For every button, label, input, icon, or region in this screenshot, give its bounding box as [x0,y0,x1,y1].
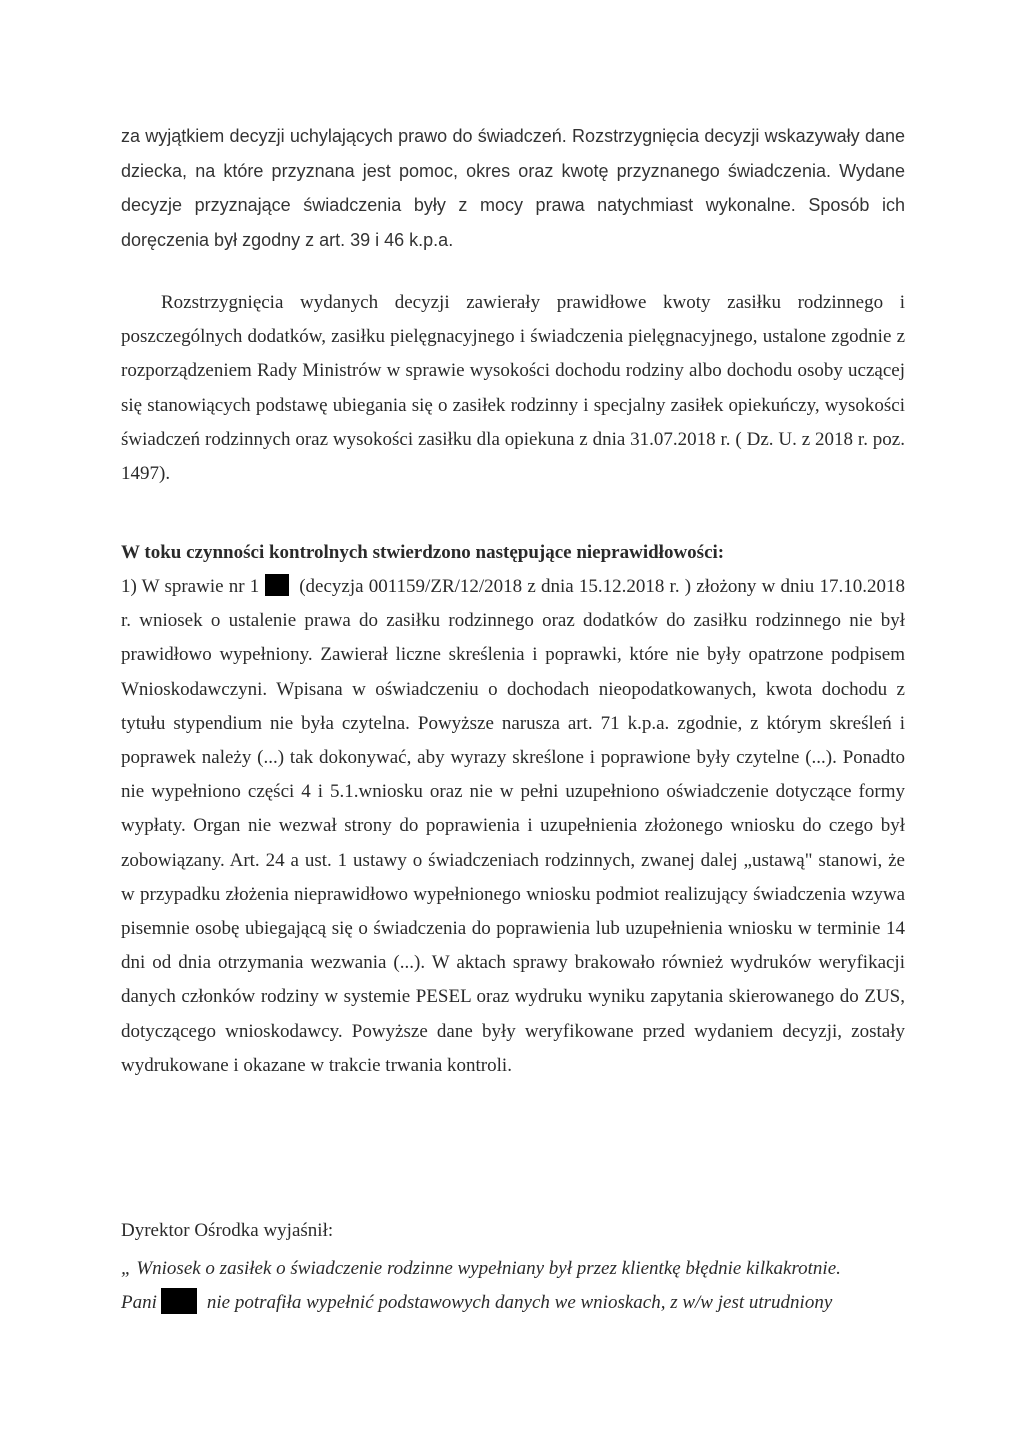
director-label: Dyrektor Ośrodka wyjaśnił: [121,1220,334,1241]
paragraph-amounts: Rozstrzygnięcia wydanych decyzji zawierały prawidłowe kwoty zasiłku rodzinnego i poszczególnych dodatków, zasiłku pielęgnacyjnego i świadczenia pielęgnacyjnego, ustalone zgodnie z rozporządzeniem Rady Ministrów w sprawie wysokości dochodu rodziny albo dochodu osoby uczącej się stanowiących podstawę ubiegania się o zasiłek rodzinny i specjalny zasiłek opiekuńczy, wysokości świadczeń rodzinnych oraz wysokości zasiłku dla opiekuna z dnia 31.07.2018 r. ( Dz. U. z 2018 r. poz. 1497). [121,292,905,485]
finding-item-1-prefix: 1) W sprawie nr 1 [121,576,260,597]
redaction-block-2 [161,1288,197,1314]
paragraph-decisions: za wyjątkiem decyzji uchylających prawo do świadczeń. Rozstrzygnięcia decyzji wskazywały dane dziecka, na które przyznana jest pomoc, okres oraz kwotę przyznanego świadczenia. Wydane decyzje przyznające świadczenia były z mocy prawa natychmiast wykonalne. Sposób ich doręczenia był zgodny z art. 39 i 46 k.p.a. [121,126,905,250]
quote-line-2-prefix: Pani [121,1292,157,1314]
finding-item-1 [121,570,905,1083]
redaction-block [265,574,289,596]
finding-item-1-body: (decyzja 001159/ZR/12/2018 z dnia 15.12.2018 r. ) złożony w dniu 17.10.2018 r. wniosek o ustalenie prawa do zasiłku rodzinnego oraz dodatków do zasiłku rodzinnego nie był prawidłowo wypełniony. Zawierał liczne skreślenia i poprawki, które nie były opatrzone podpisem Wnioskodawczyni. Wpisana w oświadczeniu o dochodach nieopodatkowanych, kwota dochodu z tytułu stypendium nie była czytelna. Powyższe narusza art. 71 k.p.a. zgodnie, z którym skreśleń i poprawek należy (...) tak dokonywać, aby wyrazy skreślone i poprawione były czytelne (...). Ponadto nie wypełniono części 4 i 5.1.wniosku oraz nie w pełni uzupełniono oświadczenie dotyczące formy wypłaty. Organ nie wezwał strony do poprawienia i uzupełnienia złożonego wniosku do czego był zobowiązany. Art. 24 a ust. 1 ustawy o świadczeniach rodzinnych, zwanej dalej „ustawą" stanowi, że w przypadku złożenia nieprawidłowo wypełnionego wniosku podmiot realizujący świadczenia wzywa pisemnie osobę ubiegającą się o świadczenia do poprawienia lub uzupełnienia wniosku w terminie 14 dni od dnia otrzymania wezwania (...). W aktach sprawy brakowało również wydruków weryfikacji danych członków rodziny w systemie PESEL oraz wydruku wyniku zapytania skierowanego do ZUS, dotyczącego wnioskodawcy. Powyższe dane były weryfikowane przed wydaniem decyzji, zostały wydrukowane i okazane w trakcie trwania kontroli. [121,576,905,1076]
director-quote [121,1252,905,1320]
findings-heading: W toku czynności kontrolnych stwierdzono następujące nieprawidłowości: [121,542,725,563]
quote-line-2-body: nie potrafiła wypełnić podstawowych danych we wnioskach, z w/w jest utrudniony [206,1292,833,1314]
quote-line-1: „ Wniosek o zasiłek o świadczenie rodzinne wypełniany był przez klientkę błędnie kilkakrotnie. [121,1258,841,1279]
